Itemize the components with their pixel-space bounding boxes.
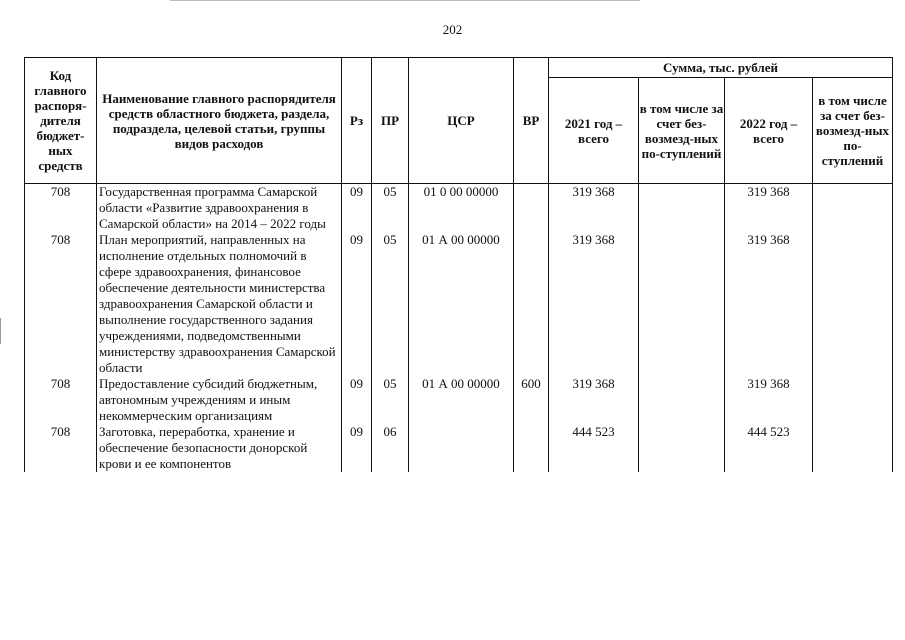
cell-code: 708 xyxy=(25,376,97,424)
cell-csr: 01 0 00 00000 xyxy=(409,184,514,233)
cell-sum-2021: 319 368 xyxy=(549,376,639,424)
header-pr: ПР xyxy=(372,58,409,184)
cell-pr: 06 xyxy=(372,424,409,472)
cell-vr xyxy=(514,232,549,376)
cell-rz: 09 xyxy=(342,232,372,376)
header-code: Код главного распоря-дителя бюджет-ных средств xyxy=(25,58,97,184)
cell-code: 708 xyxy=(25,184,97,233)
budget-table xyxy=(24,57,893,472)
cell-incl-2021 xyxy=(639,232,725,376)
header-2022-total: 2022 год – всего xyxy=(725,78,813,184)
cell-vr: 600 xyxy=(514,376,549,424)
cell-name: Заготовка, переработка, хранение и обеспечение безопасности донорской крови и ее компонентов xyxy=(97,424,342,472)
cell-sum-2021: 319 368 xyxy=(549,184,639,233)
header-rz: Рз xyxy=(342,58,372,184)
cell-vr xyxy=(514,424,549,472)
cell-code: 708 xyxy=(25,232,97,376)
cell-rz: 09 xyxy=(342,424,372,472)
table-row xyxy=(25,376,893,424)
cell-csr: 01 А 00 00000 xyxy=(409,232,514,376)
cell-sum-2022: 319 368 xyxy=(725,232,813,376)
cell-sum-2021: 319 368 xyxy=(549,232,639,376)
cell-incl-2021 xyxy=(639,424,725,472)
cell-code: 708 xyxy=(25,424,97,472)
cell-incl-2022 xyxy=(813,184,893,233)
cell-rz: 09 xyxy=(342,376,372,424)
cell-pr: 05 xyxy=(372,232,409,376)
cell-incl-2022 xyxy=(813,376,893,424)
cell-vr xyxy=(514,184,549,233)
page-number: 202 xyxy=(442,22,463,37)
cell-sum-2022: 444 523 xyxy=(725,424,813,472)
cell-sum-2022: 319 368 xyxy=(725,184,813,233)
header-csr: ЦСР xyxy=(409,58,514,184)
header-name: Наименование главного распорядителя средств областного бюджета, раздела, подраздела, целевой статьи, группы видов расходов xyxy=(97,58,342,184)
header-2021-total: 2021 год – всего xyxy=(549,78,639,184)
cell-incl-2021 xyxy=(639,376,725,424)
table-row xyxy=(25,232,893,376)
header-2022-incl: в том числе за счет без-возмезд-ных по-ступлений xyxy=(813,78,893,184)
cell-rz: 09 xyxy=(342,184,372,233)
cell-incl-2022 xyxy=(813,232,893,376)
cell-sum-2021: 444 523 xyxy=(549,424,639,472)
cell-name: Государственная программа Самарской области «Развитие здравоохранения в Самарской области» на 2014 – 2022 годы xyxy=(97,184,342,233)
table-row xyxy=(25,184,893,233)
cell-pr: 05 xyxy=(372,184,409,233)
top-rule xyxy=(170,0,640,1)
cell-csr xyxy=(409,424,514,472)
header-vr: ВР xyxy=(514,58,549,184)
scan-mark xyxy=(0,318,1,344)
cell-incl-2022 xyxy=(813,424,893,472)
header-sum: Сумма, тыс. рублей xyxy=(549,58,893,78)
cell-incl-2021 xyxy=(639,184,725,233)
cell-csr: 01 А 00 00000 xyxy=(409,376,514,424)
cell-pr: 05 xyxy=(372,376,409,424)
header-2021-incl: в том числе за счет без-возмезд-ных по-ступлений xyxy=(639,78,725,184)
cell-name: План мероприятий, направленных на исполнение отдельных полномочий в сфере здравоохранения, финансовое обеспечение деятельности министерства здравоохранения Самарской области и выполнение государственного задания учреждениями, подведомственными министерству здравоохранения Самарской области xyxy=(97,232,342,376)
cell-name: Предоставление субсидий бюджетным, автономным учреждениям и иным некоммерческим организациям xyxy=(97,376,342,424)
table-row xyxy=(25,424,893,472)
cell-sum-2022: 319 368 xyxy=(725,376,813,424)
